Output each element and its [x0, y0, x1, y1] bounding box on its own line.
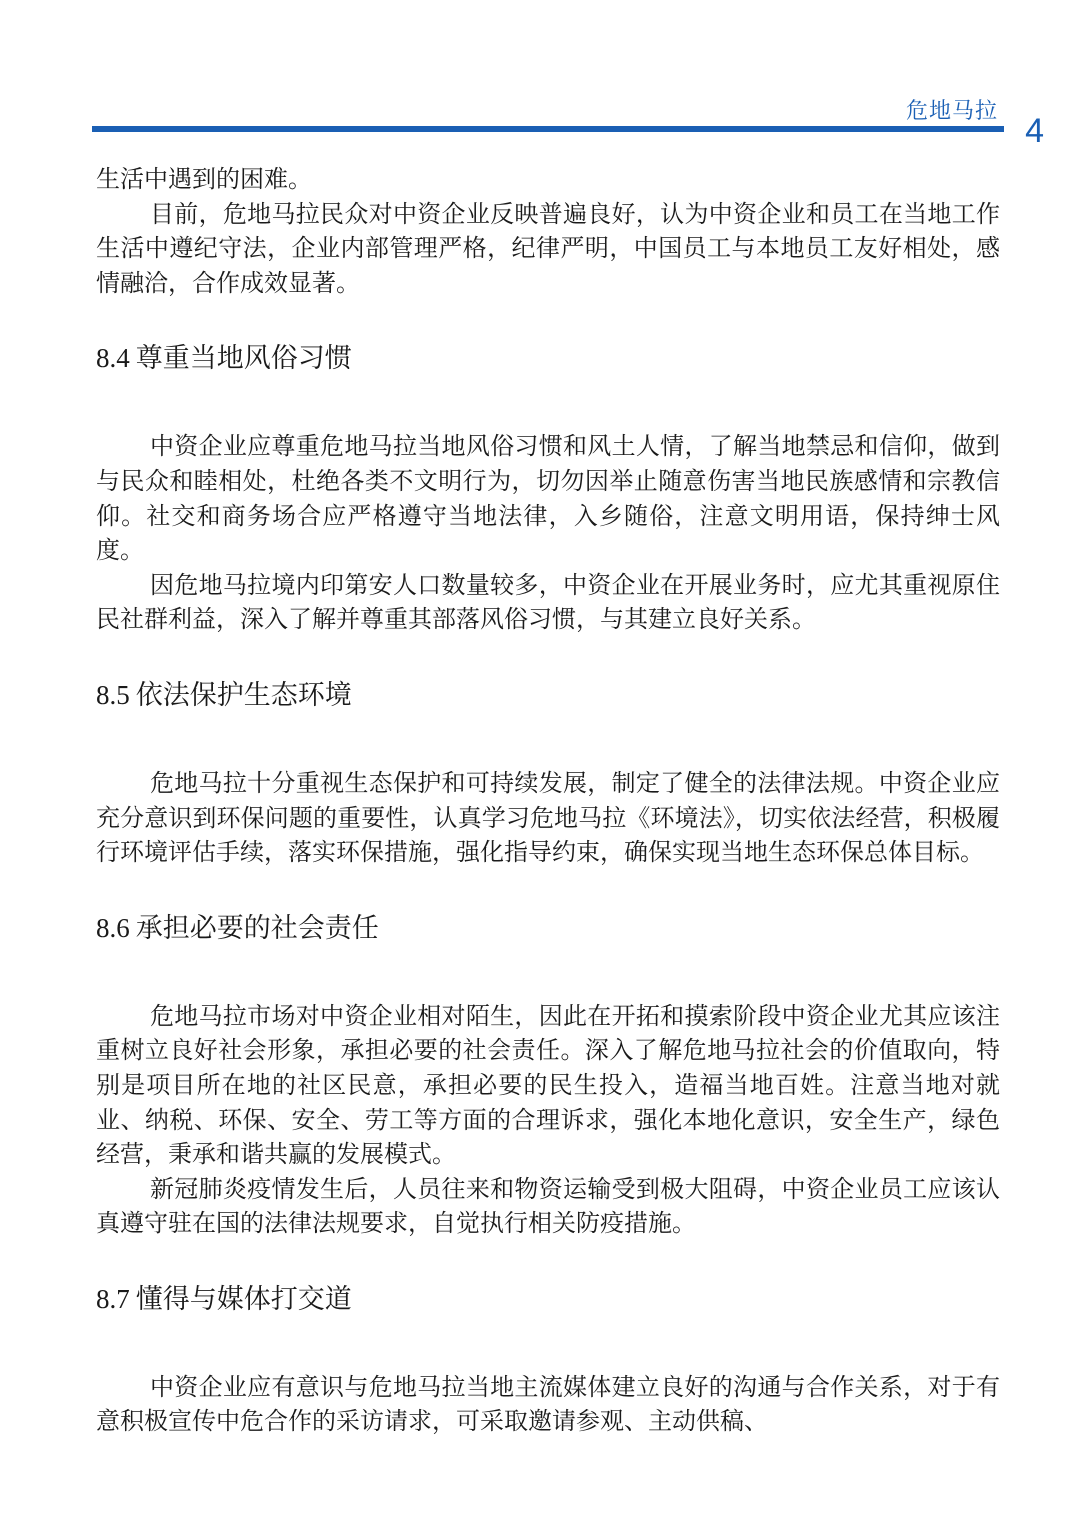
intro-paragraph-1: 生活中遇到的困难。 — [96, 165, 312, 193]
header-divider — [92, 126, 1004, 132]
section-heading-8-6 — [96, 910, 1000, 947]
section-8-4-paragraph-2: 因危地马拉境内印第安人口数量较多，中资企业在开展业务时，应尤其重视原住民社群利益，深入了解并尊重其部落风俗习惯，与其建立良好关系。 — [96, 570, 1000, 634]
section-title: 懂得与媒体打交道 — [135, 1283, 352, 1315]
section-title: 承担必要的社会责任 — [135, 912, 379, 944]
section-heading-8-4 — [96, 340, 1000, 377]
section-8-6-paragraph-1: 危地马拉市场对中资企业相对陌生，因此在开拓和摸索阶段中资企业尤其应该注重树立良好社会形象，承担必要的社会责任。深入了解危地马拉社会的价值取向，特别是项目所在地的社区民意，承担必要的民生投入，造福当地百姓。注意当地对就业、纳税、环保、安全、劳工等方面的合理诉求，强化本地化意识，安全生产，绿色经营，秉承和谐共赢的发展模式。 — [96, 1001, 1000, 1169]
section-heading-8-5 — [96, 677, 1000, 714]
intro-paragraph-2: 目前，危地马拉民众对中资企业反映普遍良好，认为中资企业和员工在当地工作生活中遵纪守法，企业内部管理严格，纪律严明，中国员工与本地员工友好相处，感情融洽，合作成效显著。 — [96, 199, 1000, 297]
section-heading-8-7 — [96, 1281, 1000, 1318]
section-title: 尊重当地风俗习惯 — [135, 343, 352, 375]
section-8-7-paragraph-1: 中资企业应有意识与危地马拉当地主流媒体建立良好的沟通与合作关系，对于有意积极宣传中危合作的采访请求，可采取邀请参观、主动供稿、 — [96, 1372, 1000, 1436]
section-title: 依法保护生态环境 — [135, 679, 352, 711]
section-number: 8.7 — [96, 1283, 130, 1314]
section-8-5-paragraph-1: 危地马拉十分重视生态保护和可持续发展，制定了健全的法律法规。中资企业应充分意识到环保问题的重要性，认真学习危地马拉《环境法》，切实依法经营，积极履行环境评估手续，落实环保措施，强化指导约束，确保实现当地生态环保总体目标。 — [96, 768, 1000, 867]
section-number: 8.5 — [96, 679, 130, 710]
section-8-4-paragraph-1: 中资企业应尊重危地马拉当地风俗习惯和风土人情，了解当地禁忌和信仰，做到与民众和睦相处，杜绝各类不文明行为，切勿因举止随意伤害当地民族感情和宗教信仰。社交和商务场合应严格遵守当地法律，入乡随俗，注意文明用语，保持绅士风度。 — [96, 432, 1000, 565]
section-number: 8.6 — [96, 912, 130, 943]
page-number: 4 — [1025, 112, 1044, 150]
section-number: 8.4 — [96, 343, 130, 374]
running-header-title: 危地马拉 — [905, 99, 998, 124]
section-8-6-paragraph-2: 新冠肺炎疫情发生后，人员往来和物资运输受到极大阻碍，中资企业员工应该认真遵守驻在国的法律法规要求，自觉执行相关防疫措施。 — [96, 1174, 1000, 1238]
page-body — [96, 162, 1000, 1439]
